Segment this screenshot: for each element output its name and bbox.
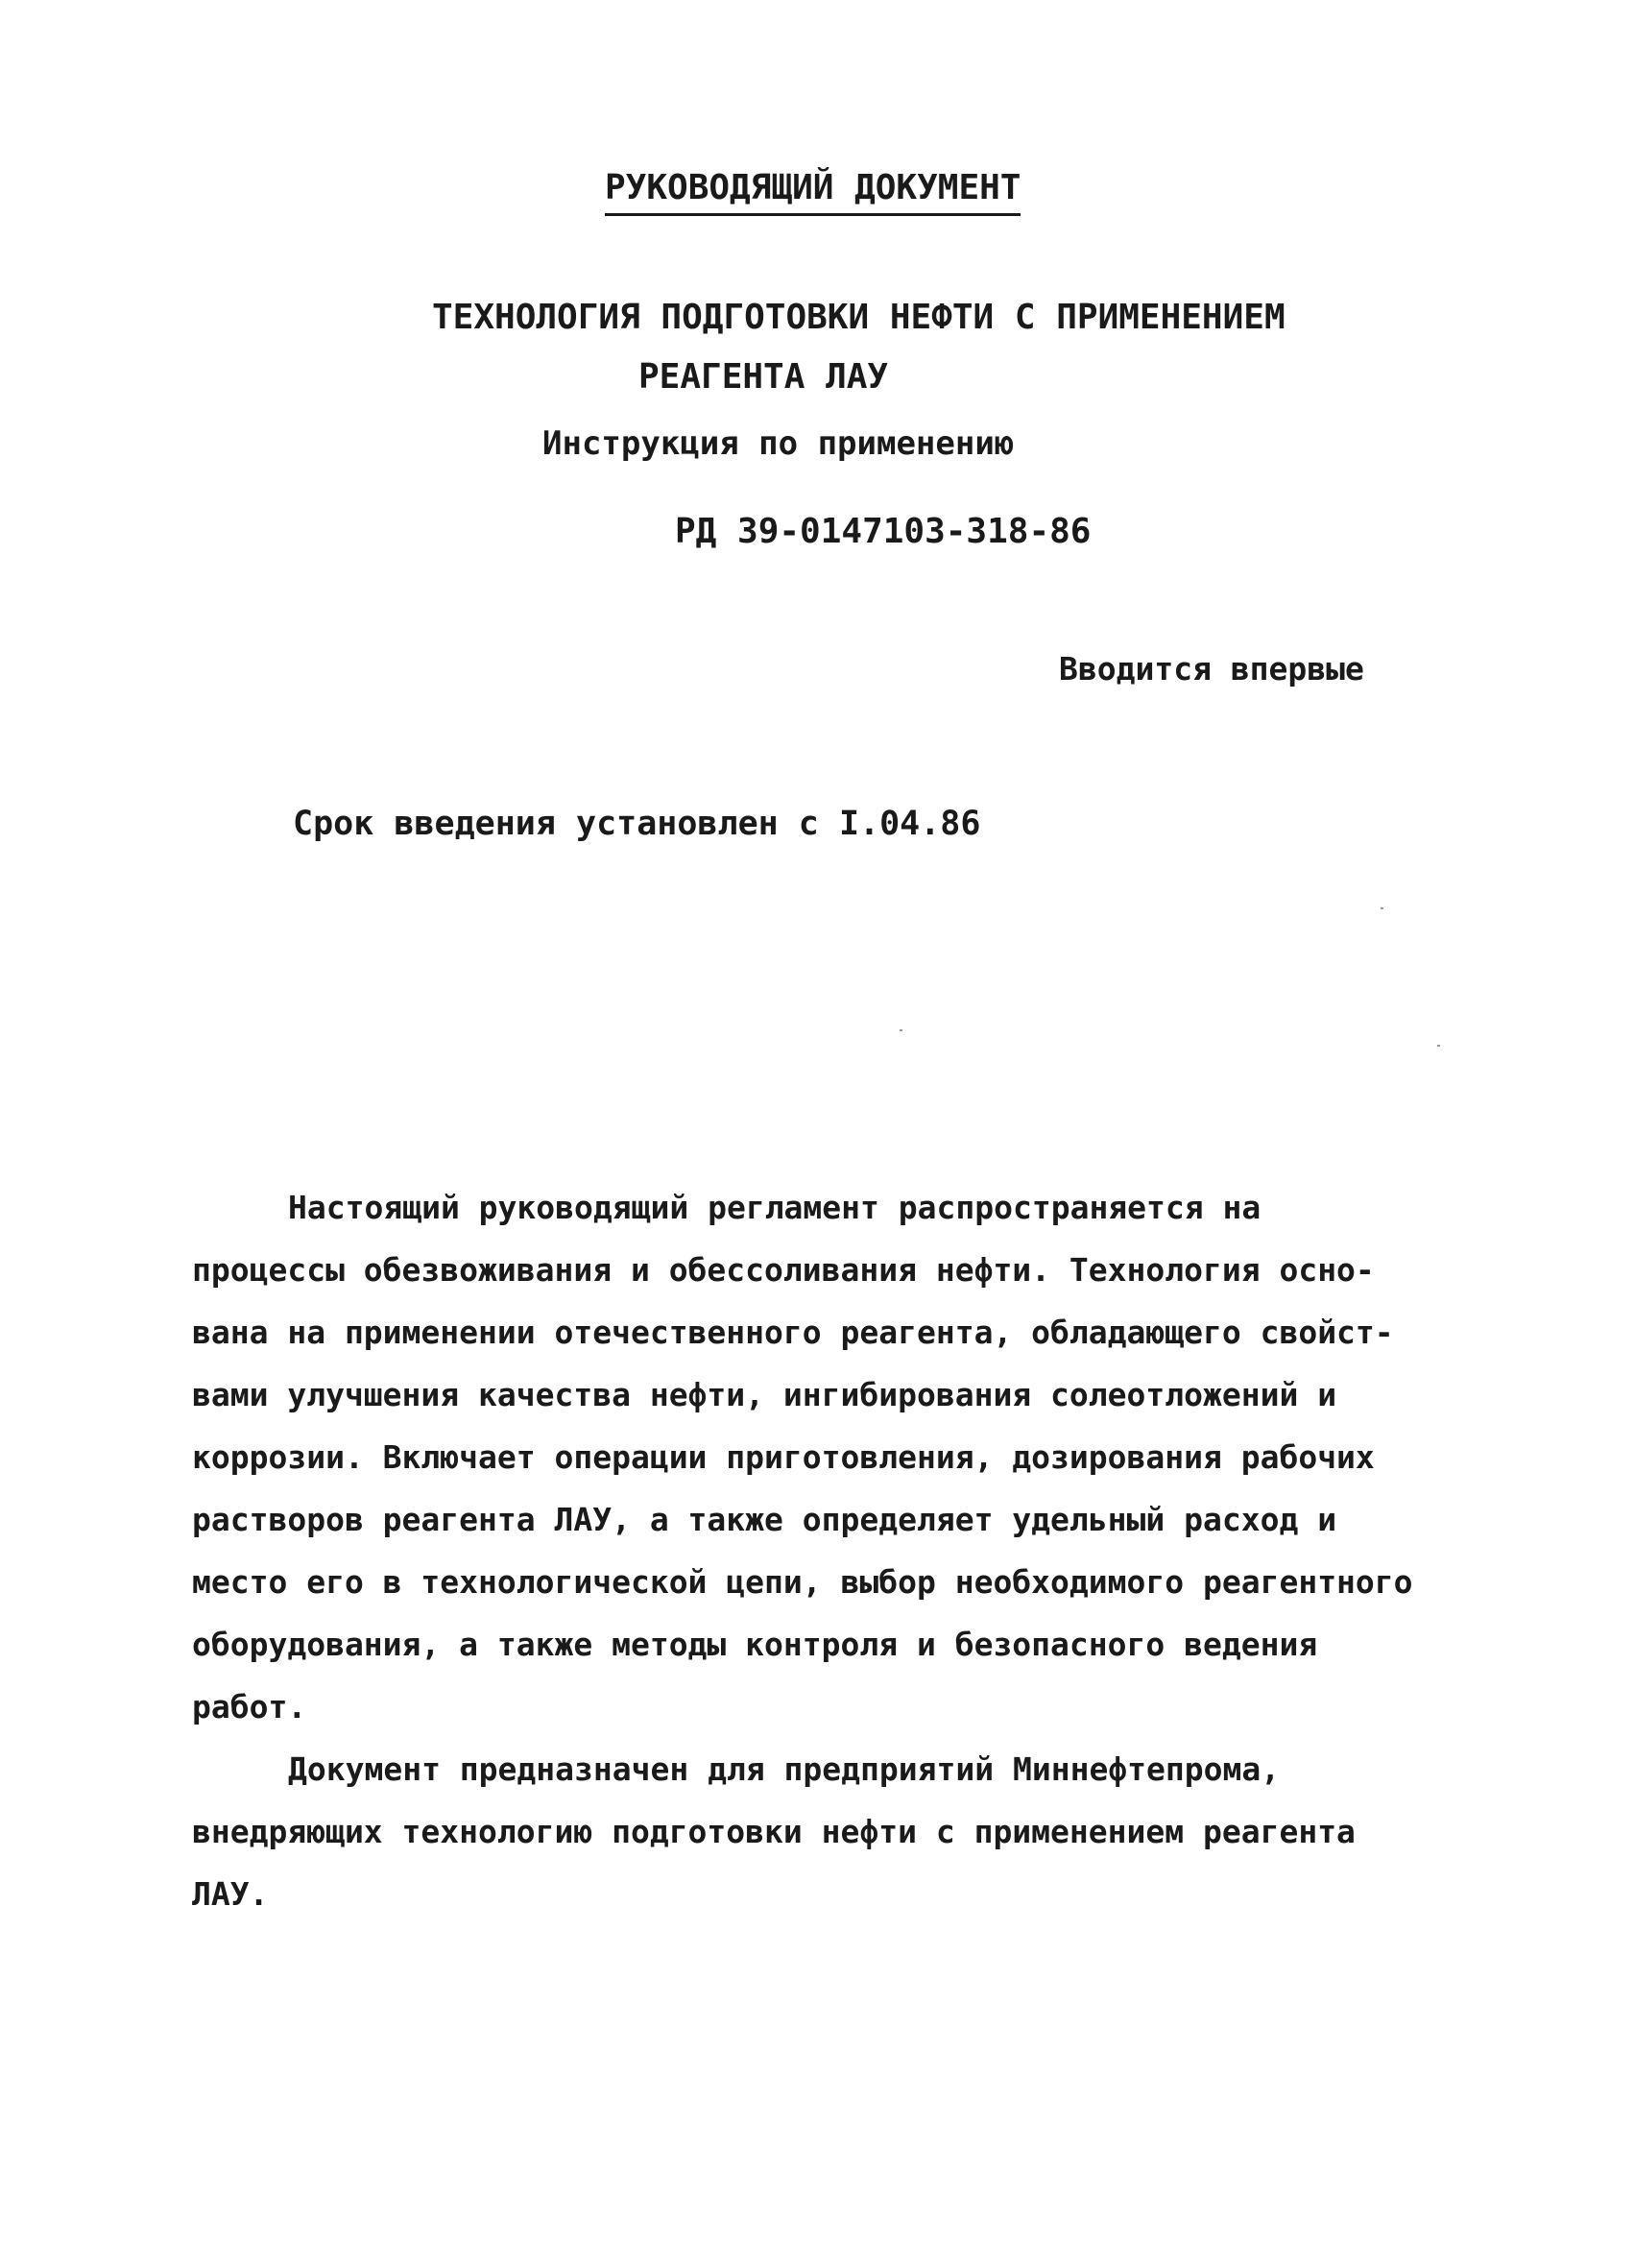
purpose-paragraph: [192, 1738, 1440, 1925]
effective-date: Срок введения установлен с I.04.86: [293, 805, 981, 843]
introduction-note: Вводится впервые: [1059, 650, 1364, 688]
paragraph-line: Документ предназначен для предприятий Миннефтепрома,: [288, 1750, 1281, 1788]
document-code: РД 39-0147103-318-86: [675, 512, 1092, 551]
paragraph-line: вами улучшения качества нефти, ингибирования солеотложений и: [192, 1376, 1337, 1413]
paragraph-line: внедряющих технологию подготовки нефти с применением реагента: [192, 1813, 1356, 1850]
document-title-line-2: РЕАГЕНТА ЛАУ: [638, 357, 889, 397]
paragraph-line: работ.: [192, 1688, 307, 1725]
paragraph-line: растворов реагента ЛАУ, а также определяет удельный расход и: [192, 1501, 1337, 1538]
paragraph-line: вана на применении отечественного реагента, обладающего свойст-: [192, 1314, 1394, 1351]
document-subtitle: Инструкция по применению: [542, 424, 1015, 463]
paragraph-line: место его в технологической цепи, выбор необходимого реагентного: [192, 1563, 1413, 1601]
paragraph-line: оборудования, а также методы контроля и безопасного ведения: [192, 1626, 1318, 1663]
paragraph-line: ЛАУ.: [192, 1875, 269, 1913]
scope-paragraph: [192, 1176, 1440, 1738]
scan-speck: [900, 1029, 902, 1031]
paragraph-line: коррозии. Включает операции приготовления, дозирования рабочих: [192, 1438, 1375, 1476]
paragraph-line: процесcы обезвоживания и обессоливания нефти. Технология осно-: [192, 1251, 1375, 1289]
document-title-line-1: ТЕХНОЛОГИЯ ПОДГОТОВКИ НЕФТИ С ПРИМЕНЕНИЕМ: [432, 298, 1286, 337]
paragraph-line: Настоящий руководящий регламент распространяется на: [288, 1189, 1262, 1226]
scan-speck: [1437, 1045, 1440, 1047]
scan-speck: [1381, 907, 1383, 909]
document-type-heading: РУКОВОДЯЩИЙ ДОКУМЕНТ: [605, 168, 1021, 216]
